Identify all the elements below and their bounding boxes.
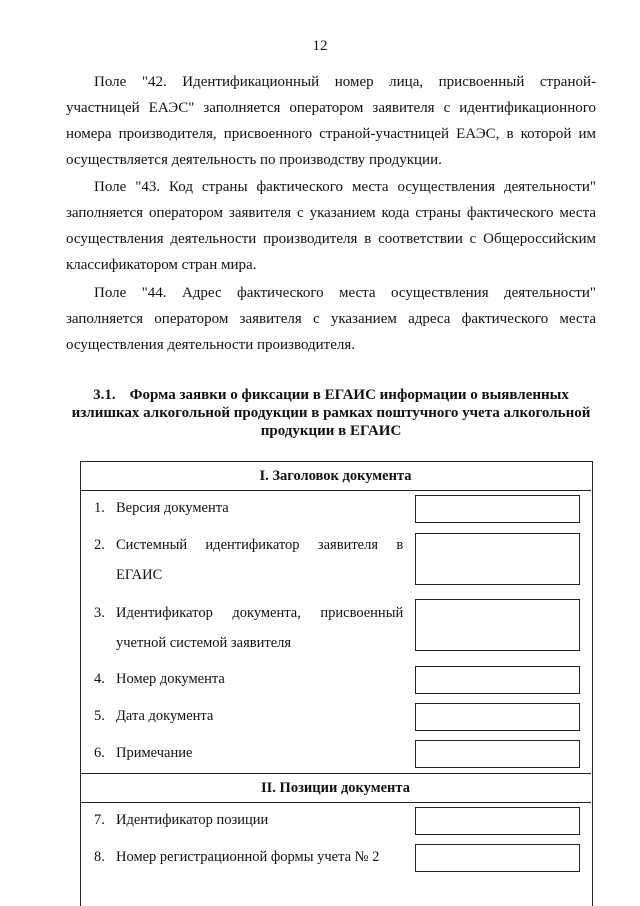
section-header-document-header (80, 462, 591, 491)
item-number: 8. (94, 849, 105, 865)
section-header-title: II. Позиции документа (80, 774, 591, 803)
section-header-title: I. Заголовок документа (80, 462, 591, 491)
item-number: 3. (94, 605, 105, 621)
page-number: 12 (312, 38, 328, 54)
item-number: 5. (94, 708, 105, 724)
paragraph-field-44: Поле "44. Адрес фактического места осуществления деятельности" заполняется оператором заявителя с указанием адреса фактического места осуществления деятельности производителя. (66, 285, 596, 353)
note-field[interactable] (415, 740, 580, 768)
item-number: 7. (94, 812, 105, 828)
document-number-field[interactable] (415, 666, 580, 694)
document-version-field[interactable] (415, 495, 580, 523)
document-date-field[interactable] (415, 703, 580, 731)
form-row-document-version (80, 491, 591, 529)
document-id-field[interactable] (415, 599, 580, 651)
item-label: Дата документа (116, 708, 214, 724)
section-title (66, 386, 596, 440)
form-row-document-date (80, 699, 591, 736)
item-label: Примечание (116, 745, 193, 761)
form-table (80, 461, 591, 877)
form-row-document-id (80, 594, 591, 662)
form-row-registration-form-number (80, 840, 591, 877)
section-number: 3.1. (93, 387, 116, 403)
paragraph-field-43: Поле "43. Код страны фактического места осуществления деятельности" заполняется оператором заявителя с указанием кода страны фактического места осуществления деятельности производителя в соответствии с Общероссийским классификатором стран мира. (66, 179, 596, 273)
item-number: 2. (94, 537, 105, 553)
item-label: Версия документа (116, 500, 229, 516)
item-number: 4. (94, 671, 105, 687)
item-label: Системный идентификатор заявителя в ЕГАИС (116, 537, 404, 583)
form-row-document-number (80, 662, 591, 699)
registration-form-number-field[interactable] (415, 844, 580, 872)
system-id-field[interactable] (415, 533, 580, 585)
form-row-system-id (80, 528, 591, 594)
section-header-positions (80, 774, 591, 803)
form-row-position-id (80, 803, 591, 841)
form-row-note (80, 736, 591, 774)
paragraph-field-42: Поле "42. Идентификационный номер лица, присвоенный страной-участницей ЕАЭС" заполняется оператором заявителя с идентификационного номера производителя, присвоенного страной-участницей ЕАЭС, в которой им осуществляется деятельность по производству продукции. (66, 74, 596, 168)
item-label: Идентификатор позиции (116, 812, 269, 828)
item-label: Номер регистрационной формы учета № 2 (116, 849, 380, 865)
item-label: Номер документа (116, 671, 225, 687)
position-id-field[interactable] (415, 807, 580, 835)
section-title-text: Форма заявки о фиксации в ЕГАИС информации о выявленных излишках алкогольной продукции в рамках поштучного учета алкогольной продукции в ЕГАИС (71, 387, 591, 439)
item-number: 1. (94, 500, 105, 516)
item-number: 6. (94, 745, 105, 761)
item-label: Идентификатор документа, присвоенный учетной системой заявителя (116, 605, 404, 651)
